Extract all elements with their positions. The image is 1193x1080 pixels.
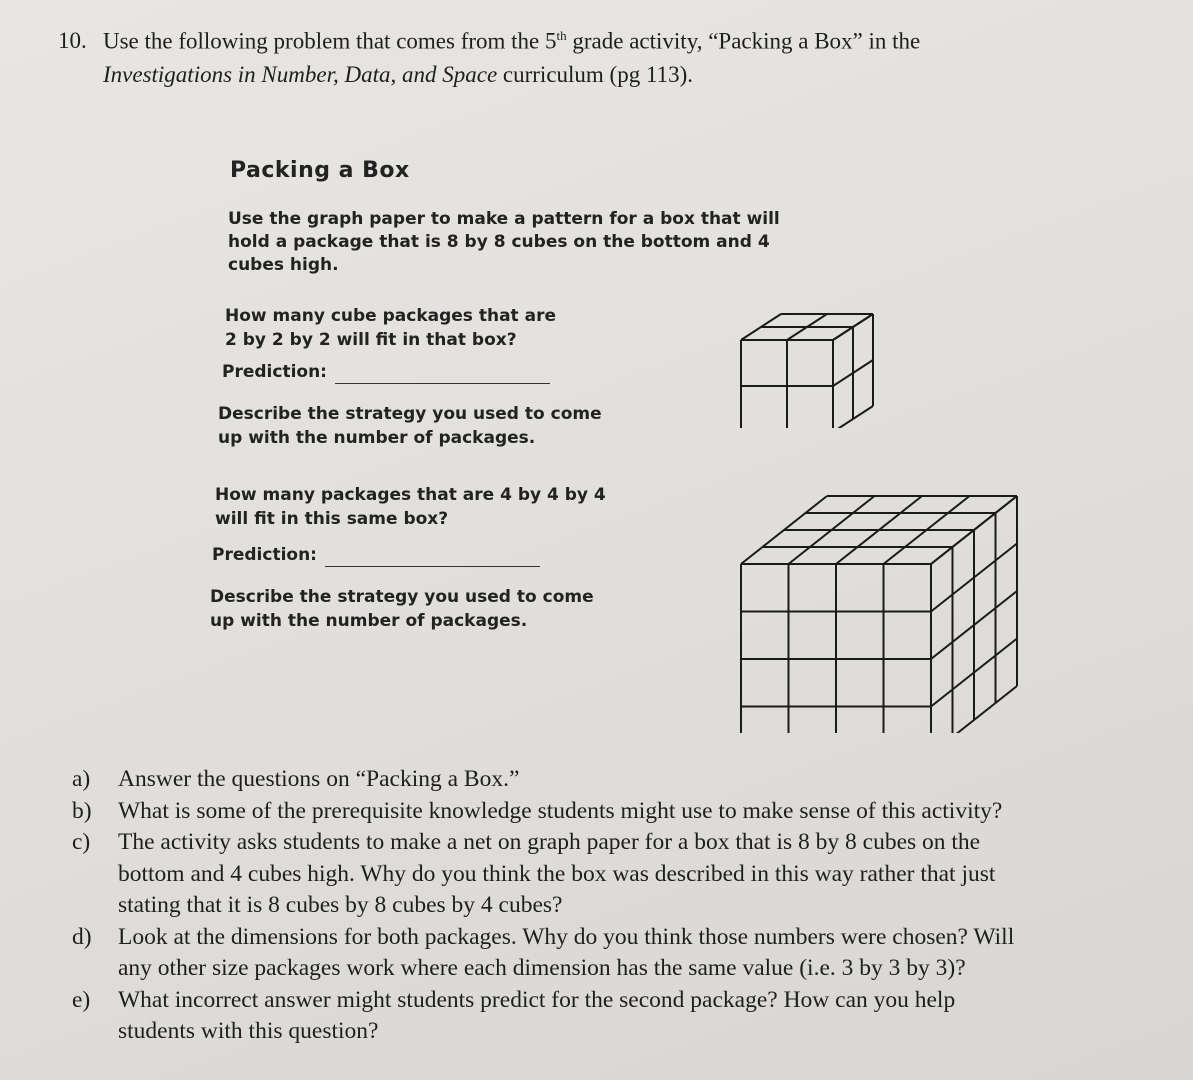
question-1: How many cube packages that are 2 by 2 by 2 will fit in that box?: [225, 306, 556, 350]
list-item-c: c) The activity asks students to make a net on graph paper for a box that is 8 by 8 cubes on the bottom and 4 cubes high. Why do you think the box was described in this way rather that just stating that it is 8 cubes by 8 cubes by 4 cubes?: [72, 829, 996, 918]
prediction-2-blank[interactable]: [325, 548, 540, 567]
question-text-line1: Use the following problem that comes from the 5th grade activity, “Packing a Box” in the: [103, 28, 921, 54]
describe-1: Describe the strategy you used to come up with the number of packages.: [218, 404, 602, 448]
curriculum-title: Investigations in Number, Data, and Space: [103, 62, 498, 87]
worksheet-title: Packing a Box: [230, 158, 410, 183]
prediction-1-blank[interactable]: [335, 365, 550, 384]
describe-2: Describe the strategy you used to come up with the number of packages.: [210, 587, 594, 631]
prediction-1: Prediction:: [222, 360, 550, 384]
list-item-b: b) What is some of the prerequisite knowledge students might use to make sense of this activity?: [72, 797, 1003, 824]
sub-questions: [72, 764, 1014, 1048]
cube-2x2x2-figure: [735, 308, 885, 428]
cube-4x4x4-figure: [735, 488, 1025, 733]
list-item-d: d) Look at the dimensions for both packages. Why do you think those numbers were chosen? Will any other size packages work where each dimension has the same value (i.e. 3 by 3 by 3)?: [72, 923, 1015, 981]
list-item-a: a) Answer the questions on “Packing a Box.”: [72, 766, 520, 792]
question-number: 10.: [58, 28, 87, 53]
list-item-e: e) What incorrect answer might students predict for the second package? How can you help students with this question?: [72, 986, 956, 1044]
worksheet-intro: Use the graph paper to make a pattern for a box that will hold a package that is 8 by 8 cubes on the bottom and 4 cubes high.: [228, 209, 780, 275]
question-text-line2: Investigations in Number, Data, and Space curriculum (pg 113).: [103, 62, 694, 87]
question-2: How many packages that are 4 by 4 by 4 will fit in this same box?: [215, 485, 606, 529]
prediction-2: Prediction:: [212, 543, 540, 567]
